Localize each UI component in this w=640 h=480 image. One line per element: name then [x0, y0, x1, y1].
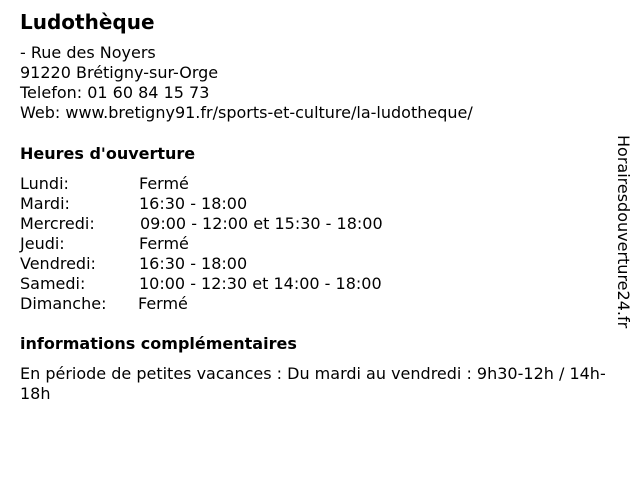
hours-value: 10:00 - 12:30 et 14:00 - 18:00 [139, 274, 382, 293]
hours-value: Fermé [139, 234, 189, 253]
page-title: Ludothèque [20, 10, 155, 34]
hours-value: 16:30 - 18:00 [139, 254, 248, 273]
phone-line: Telefon: 01 60 84 15 73 [20, 83, 210, 102]
info-text: En période de petites vacances : Du mardi au vendredi : 9h30-12h / 14h-18h [20, 364, 606, 403]
website-line: Web: www.bretigny91.fr/sports-et-culture/la-ludotheque/ [20, 103, 473, 122]
hours-value: 09:00 - 12:00 et 15:30 - 18:00 [140, 214, 383, 233]
day-label: Mercredi: [20, 214, 95, 233]
site-watermark: Horairesdouverture24.fr [614, 135, 633, 329]
hours-value: Fermé [138, 294, 188, 313]
address-city: 91220 Brétigny-sur-Orge [20, 63, 219, 82]
day-label: Samedi: [20, 274, 86, 293]
hours-heading: Heures d'ouverture [20, 144, 196, 163]
hours-value: Fermé [139, 174, 189, 193]
day-label: Mardi: [20, 194, 70, 213]
day-label: Lundi: [20, 174, 69, 193]
day-label: Jeudi: [20, 234, 65, 253]
hours-value: 16:30 - 18:00 [139, 194, 248, 213]
day-label: Dimanche: [20, 294, 107, 313]
address-block [20, 43, 473, 123]
address-street: - Rue des Noyers [20, 43, 156, 62]
day-label: Vendredi: [20, 254, 96, 273]
info-heading: informations complémentaires [20, 334, 297, 353]
